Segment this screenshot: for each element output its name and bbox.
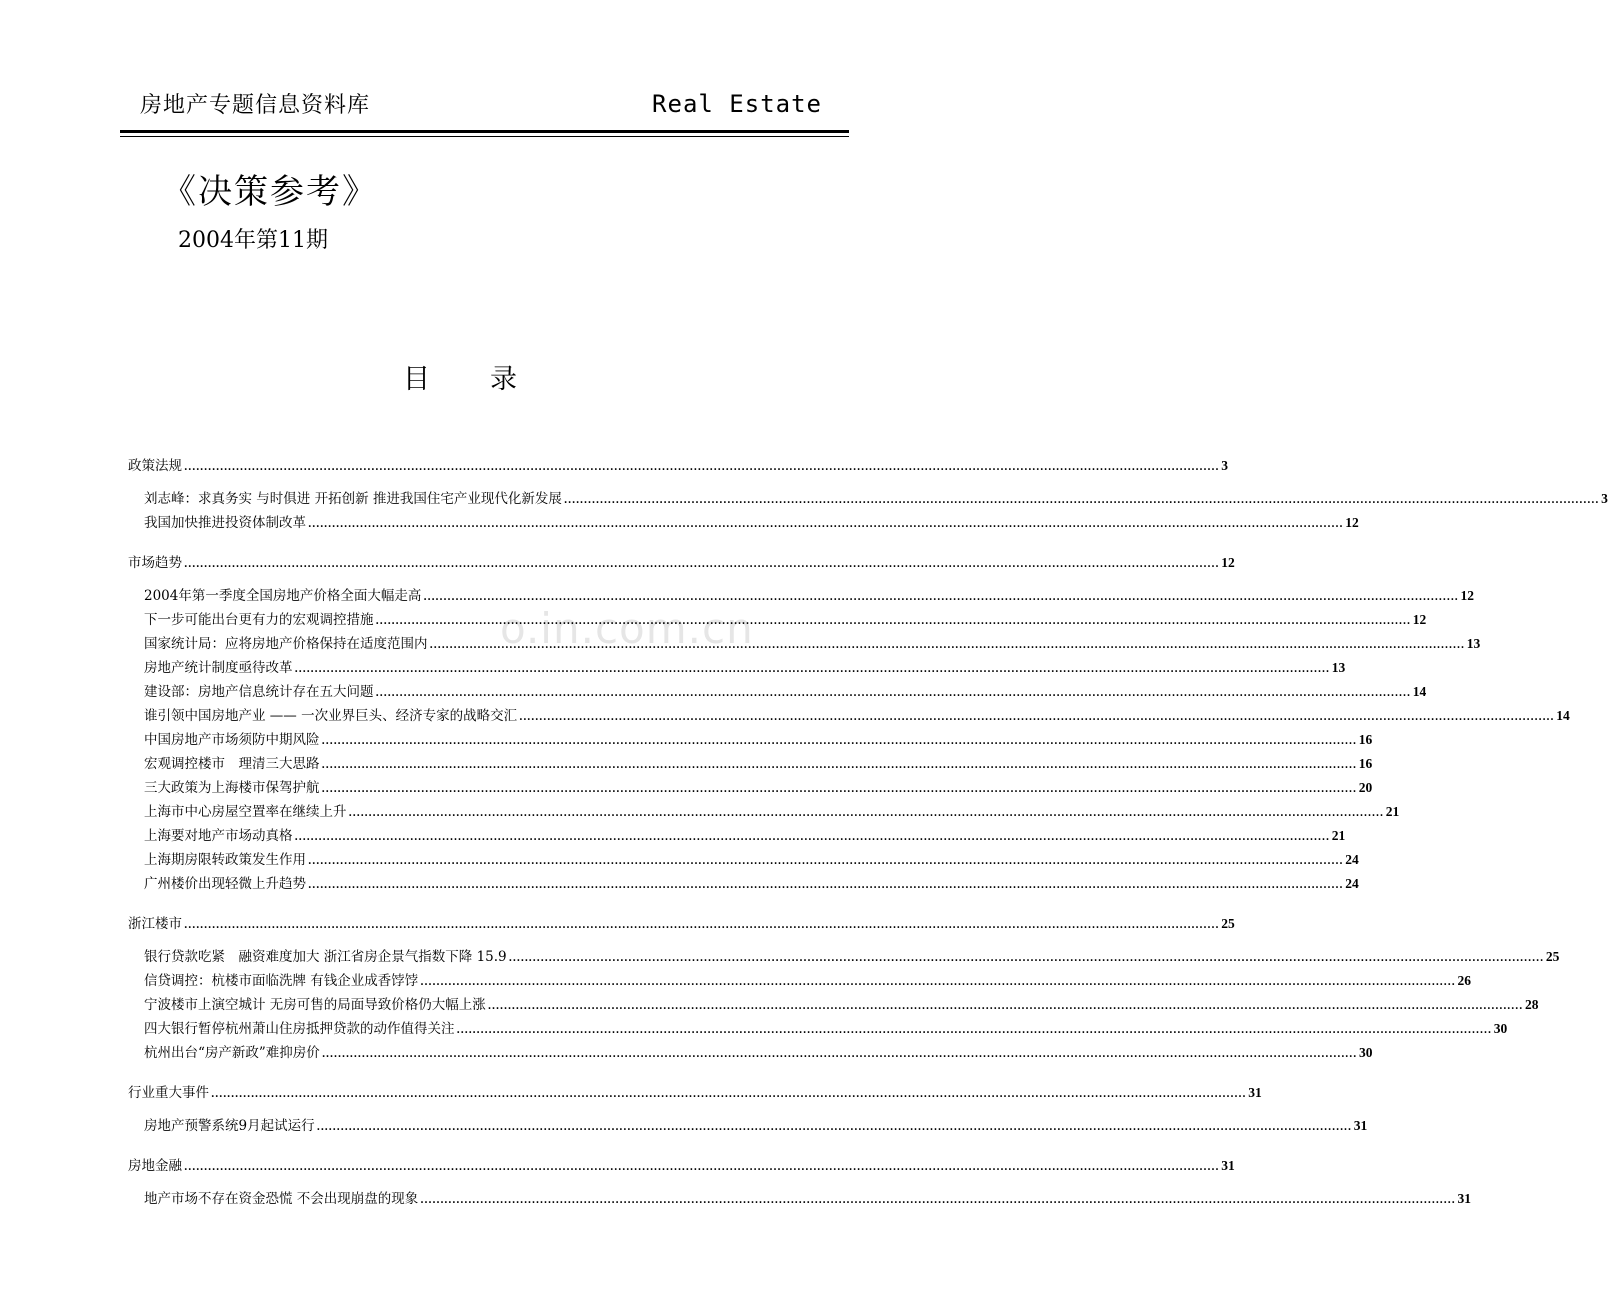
toc-entry-label: 广州楼价出现轻微上升趋势	[144, 876, 306, 892]
toc-page-number: 30	[1493, 1021, 1508, 1036]
toc-entry-row[interactable]	[144, 730, 1373, 752]
header-title: 房地产专题信息资料库	[140, 93, 371, 118]
toc-page-number: 26	[1457, 973, 1471, 988]
toc-entry-label: 宏观调控楼市 理清三大思路	[144, 756, 320, 772]
toc-page-number: 31	[1457, 1191, 1471, 1206]
toc-heading	[0, 357, 920, 396]
toc-entry-row[interactable]	[144, 802, 1400, 824]
toc-entry-label: 中国房地产市场须防中期风险	[144, 732, 320, 748]
toc-entry-row[interactable]	[144, 826, 1346, 848]
toc-entry-label: 政策法规	[128, 458, 182, 474]
toc-dot-leader: ....................................................................................................................................................................................................................................................................	[294, 832, 1330, 843]
header-rule-thick	[120, 130, 849, 133]
toc-dot-leader: ....................................................................................................................................................................................................................................................................	[321, 736, 1357, 747]
toc-entry-label: 地产市场不存在资金恐慌 不会出现崩盘的现象	[144, 1191, 419, 1207]
publication-issue: 2004年第11期	[178, 228, 328, 253]
toc-entry-row[interactable]	[144, 682, 1427, 704]
toc-page-number: 16	[1358, 756, 1373, 771]
toc-dot-leader: ....................................................................................................................................................................................................................................................................	[184, 920, 1220, 931]
toc-section-row[interactable]	[128, 1083, 1262, 1105]
publication-title: 《决策参考》	[162, 172, 378, 212]
toc-entry-label: 2004年第一季度全国房地产价格全面大幅走高	[144, 588, 422, 604]
toc-entry-label: 上海期房限转政策发生作用	[144, 852, 306, 868]
toc-entry-row[interactable]	[144, 874, 1359, 896]
toc-heading-left: 目	[403, 364, 430, 395]
toc-page-number: 14	[1412, 684, 1427, 699]
watermark: o.in.com.cn	[500, 604, 754, 653]
toc-entry-row[interactable]	[144, 513, 1359, 535]
toc-page-number: 14	[1556, 708, 1570, 723]
toc-entry-row[interactable]	[144, 586, 1475, 608]
toc-entry-label: 谁引领中国房地产业 —— 一次业界巨头、经济专家的战略交汇	[144, 708, 518, 724]
toc-entry-label: 刘志峰：求真务实 与时俱进 开拓创新 推进我国住宅产业现代化新发展	[144, 491, 562, 507]
toc-dot-leader: ....................................................................................................................................................................................................................................................................	[184, 1162, 1220, 1173]
toc-page-number: 24	[1345, 852, 1359, 867]
toc-entry-label: 房地产预警系统9月起试运行	[144, 1118, 315, 1134]
toc-dot-leader: ....................................................................................................................................................................................................................................................................	[420, 1195, 1456, 1206]
toc-dot-leader: ....................................................................................................................................................................................................................................................................	[375, 616, 1411, 627]
toc-page-number: 12	[1345, 515, 1359, 530]
toc-page-number: 16	[1358, 732, 1373, 747]
toc-dot-leader: ....................................................................................................................................................................................................................................................................	[321, 784, 1357, 795]
toc-entry-row[interactable]	[144, 1019, 1508, 1041]
toc-dot-leader: ....................................................................................................................................................................................................................................................................	[321, 760, 1357, 771]
toc-page-number: 25	[1545, 949, 1560, 964]
toc-dot-leader: ....................................................................................................................................................................................................................................................................	[487, 1001, 1523, 1012]
toc-dot-leader: ....................................................................................................................................................................................................................................................................	[429, 640, 1465, 651]
toc-dot-leader: ....................................................................................................................................................................................................................................................................	[348, 808, 1384, 819]
toc-page-number: 12	[1460, 588, 1475, 603]
toc-dot-leader: ....................................................................................................................................................................................................................................................................	[508, 953, 1544, 964]
toc-entry-label: 市场趋势	[128, 555, 182, 571]
toc-dot-leader: ....................................................................................................................................................................................................................................................................	[420, 977, 1456, 988]
toc-section-row[interactable]	[128, 456, 1228, 478]
toc-section-row[interactable]	[128, 1156, 1235, 1178]
toc-dot-leader: ....................................................................................................................................................................................................................................................................	[308, 856, 1344, 867]
toc-page-number: 25	[1221, 916, 1235, 931]
toc-page-number: 12	[1412, 612, 1427, 627]
header-english-title: Real Estate	[652, 90, 822, 118]
toc-entry-label: 银行贷款吃紧 融资难度加大 浙江省房企景气指数下降 15.9	[144, 949, 507, 965]
toc-entry-label: 宁波楼市上演空城计 无房可售的局面导致价格仍大幅上涨	[144, 997, 486, 1013]
header-rule-thin	[120, 136, 849, 137]
toc-entry-row[interactable]	[144, 706, 1570, 728]
toc-page-number: 21	[1385, 804, 1400, 819]
toc-entry-label: 上海要对地产市场动真格	[144, 828, 293, 844]
toc-entry-label: 三大政策为上海楼市保驾护航	[144, 780, 320, 796]
toc-dot-leader: ....................................................................................................................................................................................................................................................................	[184, 462, 1220, 473]
toc-entry-row[interactable]	[144, 658, 1346, 680]
toc-entry-row[interactable]	[144, 995, 1539, 1017]
toc-dot-leader: ....................................................................................................................................................................................................................................................................	[519, 712, 1555, 723]
toc-dot-leader: ....................................................................................................................................................................................................................................................................	[211, 1089, 1247, 1100]
toc-page-number: 30	[1359, 1045, 1373, 1060]
toc-page-number: 12	[1221, 555, 1235, 570]
toc-entry-row[interactable]	[144, 754, 1373, 776]
toc-page-number: 13	[1331, 660, 1346, 675]
toc-dot-leader: ....................................................................................................................................................................................................................................................................	[184, 559, 1220, 570]
toc-entry-label: 上海市中心房屋空置率在继续上升	[144, 804, 347, 820]
toc-entry-row[interactable]	[144, 850, 1359, 872]
toc-page-number: 20	[1358, 780, 1373, 795]
toc-entry-label: 四大银行暂停杭州萧山住房抵押贷款的动作值得关注	[144, 1021, 455, 1037]
toc-entry-label: 房地产统计制度亟待改革	[144, 660, 293, 676]
toc-dot-leader: ....................................................................................................................................................................................................................................................................	[316, 1122, 1352, 1133]
toc-entry-label: 房地金融	[128, 1158, 182, 1174]
toc-entry-label: 杭州出台“房产新政”难抑房价	[144, 1045, 320, 1061]
toc-dot-leader: ....................................................................................................................................................................................................................................................................	[563, 495, 1600, 506]
toc-dot-leader: ....................................................................................................................................................................................................................................................................	[308, 880, 1344, 891]
toc-page-number: 13	[1466, 636, 1481, 651]
toc-section-row[interactable]	[128, 914, 1235, 936]
toc-entry-row[interactable]	[144, 947, 1560, 969]
toc-entry-label: 建设部：房地产信息统计存在五大问题	[144, 684, 374, 700]
toc-dot-leader: ....................................................................................................................................................................................................................................................................	[321, 1049, 1357, 1060]
toc-entry-label: 浙江楼市	[128, 916, 182, 932]
toc-entry-row[interactable]	[144, 778, 1373, 800]
toc-entry-label: 国家统计局：应将房地产价格保持在适度范围内	[144, 636, 428, 652]
toc-entry-label: 信贷调控：杭楼市面临洗牌 有钱企业成香饽饽	[144, 973, 419, 989]
toc-dot-leader: ....................................................................................................................................................................................................................................................................	[294, 664, 1330, 675]
toc-entry-row[interactable]	[144, 1189, 1471, 1211]
toc-entry-row[interactable]	[144, 1043, 1373, 1065]
toc-page-number: 3	[1221, 458, 1228, 473]
toc-page-number: 28	[1524, 997, 1539, 1012]
toc-entry-label: 我国加快推进投资体制改革	[144, 515, 306, 531]
toc-page-number: 31	[1248, 1085, 1262, 1100]
toc-dot-leader: ....................................................................................................................................................................................................................................................................	[308, 519, 1344, 530]
toc-entry-row[interactable]	[144, 971, 1471, 993]
toc-entry-label: 下一步可能出台更有力的宏观调控措施	[144, 612, 374, 628]
toc-page-number: 21	[1331, 828, 1346, 843]
toc-section-row[interactable]	[128, 553, 1235, 575]
toc-entry-row[interactable]	[144, 1116, 1368, 1138]
toc-page-number: 31	[1353, 1118, 1368, 1133]
toc-entry-row[interactable]	[144, 634, 1481, 656]
toc-entry-label: 行业重大事件	[128, 1085, 209, 1101]
toc-page-number: 31	[1221, 1158, 1235, 1173]
toc-entry-row[interactable]	[144, 610, 1427, 632]
toc-page-number: 24	[1345, 876, 1359, 891]
toc-dot-leader: ....................................................................................................................................................................................................................................................................	[423, 592, 1459, 603]
toc-dot-leader: ....................................................................................................................................................................................................................................................................	[456, 1025, 1492, 1036]
toc-entry-row[interactable]	[144, 489, 1608, 511]
toc-dot-leader: ....................................................................................................................................................................................................................................................................	[375, 688, 1411, 699]
toc-page-number: 3	[1601, 491, 1608, 506]
toc-heading-right: 录	[490, 364, 517, 395]
